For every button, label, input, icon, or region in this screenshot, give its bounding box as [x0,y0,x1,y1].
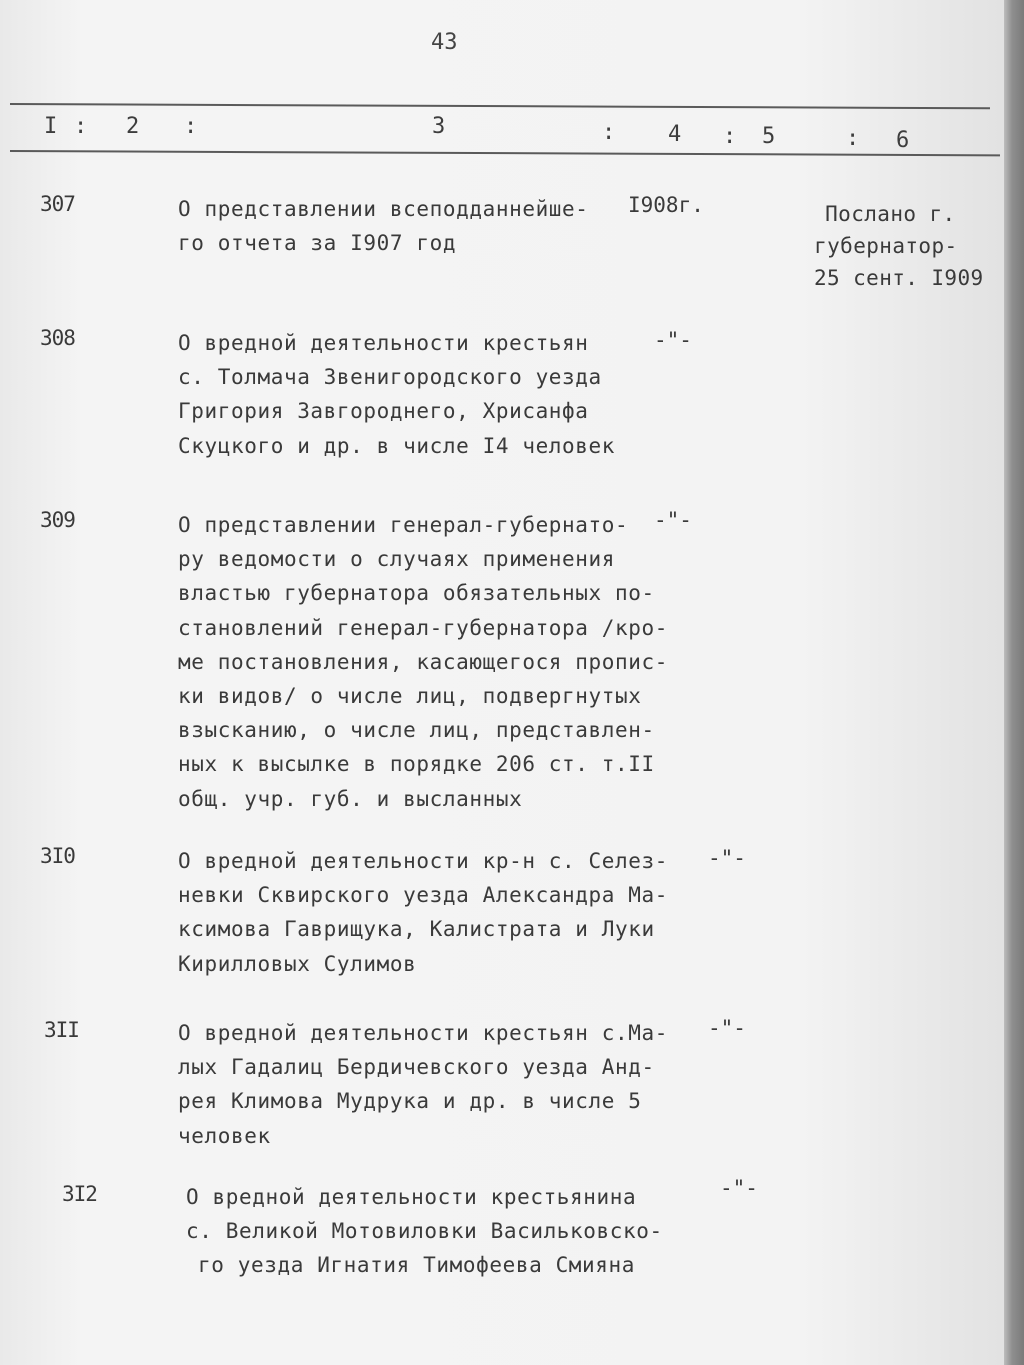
header-col-6: 6 [896,128,910,153]
table-header-top-rule [10,103,990,109]
entry-number: 309 [40,508,75,532]
header-separator: : [74,114,88,139]
description-line: общ. учр. губ. и высланных [178,786,523,811]
entry-date-ditto: -"- [708,1016,746,1040]
note-line: губернатор- [814,234,958,258]
description-line: взысканию, о числе лиц, представлен- [178,718,655,743]
header-col-4: 4 [668,122,682,147]
entry-description [178,326,615,463]
description-line: с. Толмача Звенигородского уезда [178,365,602,390]
entry-description [178,1016,668,1153]
description-line: лых Гадалиц Бердичевского уезда Анд- [178,1055,655,1080]
description-line: ме постановления, касающегося пропис- [178,649,668,674]
entry-number: 307 [40,192,75,216]
description-line: О вредной деятельности крестьян с.Ма- [178,1021,668,1045]
header-col-3: 3 [432,114,446,139]
description-line: ру ведомости о случаях применения [178,547,616,572]
description-line: ных к высылке в порядке 206 ст. т.II [178,752,655,777]
description-line: ксимова Гаврищука, Калистрата и Луки [178,917,655,942]
description-line: человек [178,1123,271,1148]
entry-description [178,844,668,981]
entry-note [814,198,984,294]
description-line: О представлении всеподданнейше- [178,197,589,221]
entry-date-ditto: -"- [720,1176,758,1200]
entry-date-ditto: -"- [654,328,692,352]
description-line: О вредной деятельности кр-н с. Селез- [178,849,668,873]
description-line: О вредной деятельности крестьян [178,331,589,355]
entry-number: 3I0 [40,844,75,868]
description-line: невки Сквирского уезда Александра Ма- [178,883,668,908]
header-col-1: I [44,114,58,139]
entry-date: I908г. [628,193,704,217]
description-line: рея Климова Мудрука и др. в числе 5 [178,1089,642,1114]
note-line: Послано г. [825,202,956,226]
header-separator: : [184,114,198,139]
header-separator: : [602,120,616,145]
header-col-2: 2 [126,114,140,139]
description-line: становлений генерал-губернатора /кро- [178,615,668,640]
description-line: го уезда Игнатия Тимофеева Смияна [198,1253,636,1278]
header-col-5: 5 [762,124,776,149]
entry-date-ditto: -"- [708,846,746,870]
entry-number: 3II [44,1018,79,1042]
description-line: ки видов/ о числе лиц, подвергнутых [178,684,642,709]
entry-description [178,192,589,260]
description-line: Григория Завгороднего, Хрисанфа [178,399,589,424]
description-line: властью губернатора обязательных по- [178,581,655,606]
description-line: О вредной деятельности крестьянина [186,1185,637,1209]
description-line: Кирилловых Сулимов [178,951,417,976]
entry-date-ditto: -"- [654,508,692,532]
page-edge-shadow [1004,0,1024,1365]
entry-number: 3I2 [62,1182,97,1206]
entry-number: 308 [40,326,75,350]
header-separator: : [723,124,737,149]
page-number: 43 [431,30,458,55]
note-line: 25 сент. I909 [814,266,984,290]
entry-description [186,1180,663,1283]
description-line: О представлении генерал-губернато- [178,513,629,537]
description-line: го отчета за I907 год [178,231,457,256]
header-separator: : [846,126,860,151]
entry-description [178,508,668,816]
description-line: Скуцкого и др. в числе I4 человек [178,433,616,458]
description-line: с. Великой Мотовиловки Васильковско- [186,1219,663,1244]
